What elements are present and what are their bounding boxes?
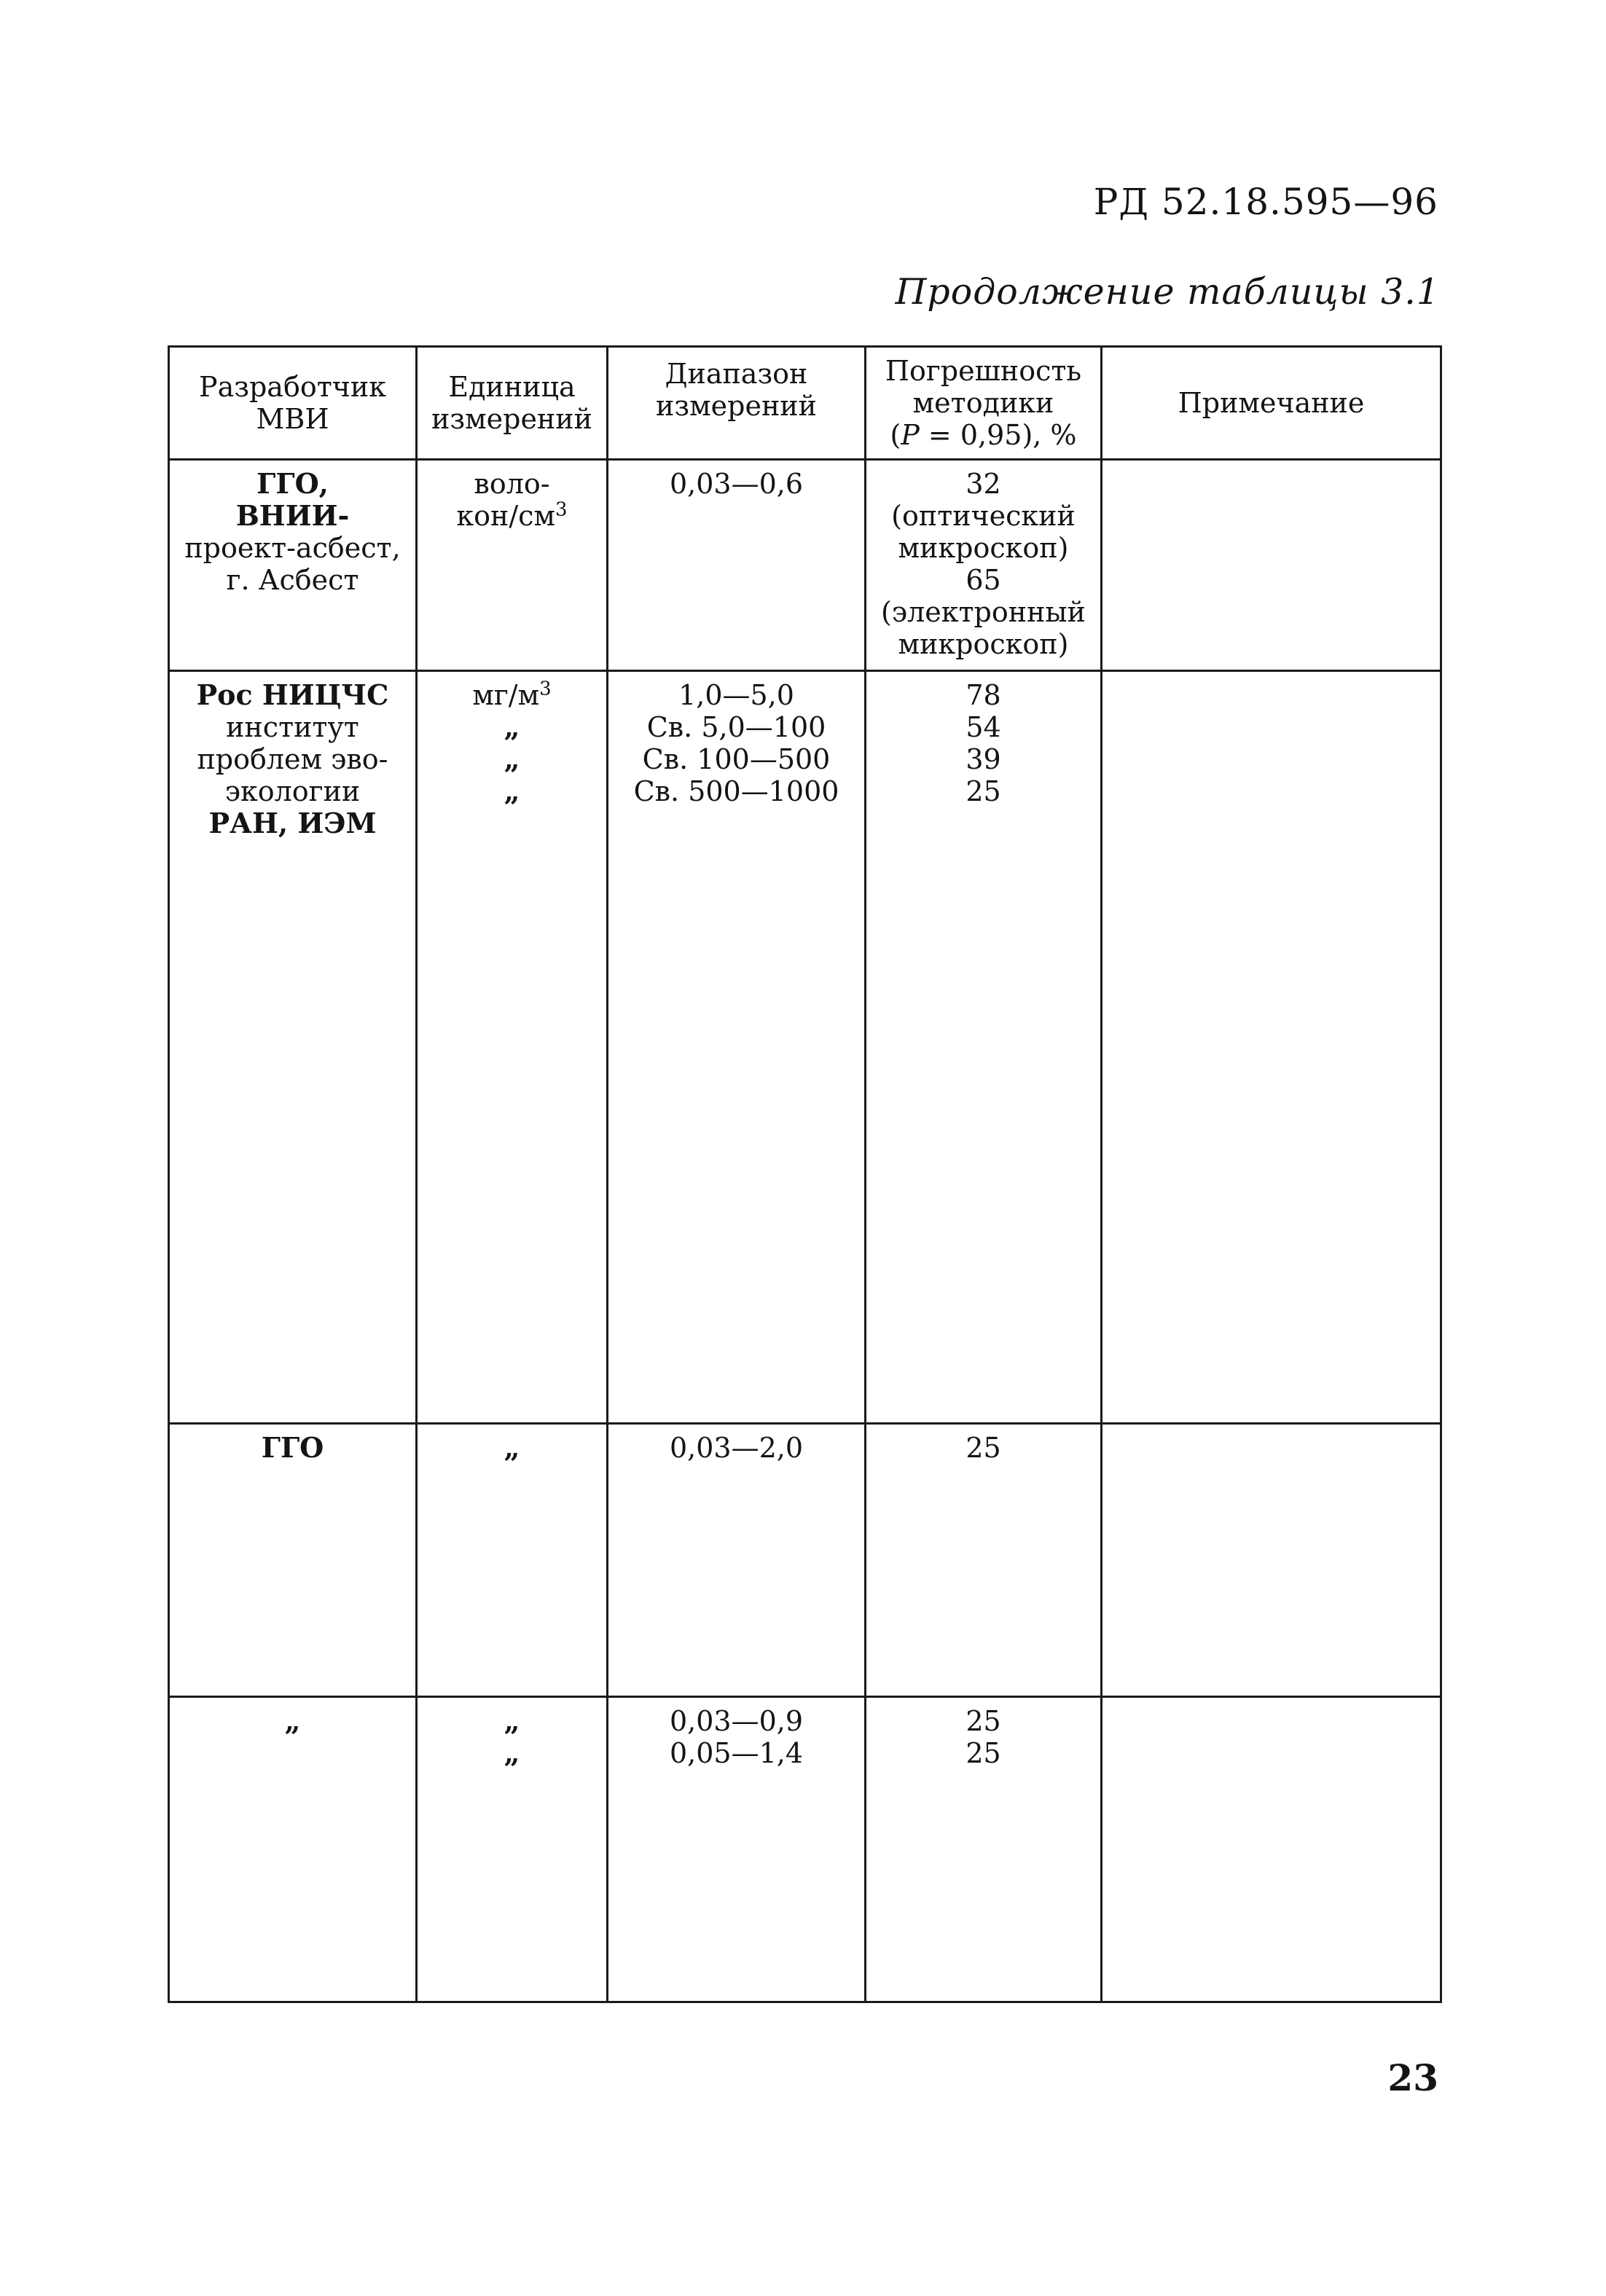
developer-cell: ГГО [169, 1424, 417, 1697]
table-row [169, 460, 1441, 671]
document-code: РД 52.18.595—96 [1093, 181, 1438, 223]
unit-cell: $мг/м^3$ „ „ „ [417, 671, 608, 1424]
developer-cell: „ [169, 1697, 417, 2002]
developer-cell: Рос НИЦЧС институт проблем эво- экологии РАН, ИЭМ [169, 671, 417, 1424]
unit-cell: „ „ [417, 1697, 608, 2002]
error-cell: 78 54 39 25 [866, 671, 1102, 1424]
table-header-row [169, 347, 1441, 460]
error-cell: 25 25 [866, 1697, 1102, 2002]
note-cell [1102, 1424, 1441, 1697]
table-row [169, 1424, 1441, 1697]
column-header-error: Погрешность методики (P = 0,95), % [866, 347, 1102, 460]
note-cell [1102, 671, 1441, 1424]
table-row [169, 671, 1441, 1424]
page-number: 23 [1387, 2056, 1438, 2099]
column-header-range: Диапазон измерений [608, 347, 866, 460]
developer-cell: ГГО, ВНИИ- проект-асбест, г. Асбест [169, 460, 417, 671]
range-cell: 0,03—0,6 [608, 460, 866, 671]
note-cell [1102, 1697, 1441, 2002]
range-cell: 0,03—2,0 [608, 1424, 866, 1697]
table-continuation-caption: Продолжение таблицы 3.1 [895, 271, 1440, 313]
error-cell: 32 (оптический микроскоп) 65 (электронный микроскоп) [866, 460, 1102, 671]
range-cell: 0,03—0,9 0,05—1,4 [608, 1697, 866, 2002]
probability-symbol: P [901, 419, 920, 451]
range-cell: 1,0—5,0 Св. 5,0—100 Св. 100—500 Св. 500—1000 [608, 671, 866, 1424]
note-cell [1102, 460, 1441, 671]
table-row [169, 1697, 1441, 2002]
error-cell: 25 [866, 1424, 1102, 1697]
column-header-developer: Разработчик МВИ [169, 347, 417, 460]
measurement-methods-table [168, 345, 1442, 2003]
column-header-unit: Единица измерений [417, 347, 608, 460]
unit-cell: воло- кон/$см^3$ [417, 460, 608, 671]
unit-cell: „ [417, 1424, 608, 1697]
column-header-note: Примечание [1102, 347, 1441, 460]
